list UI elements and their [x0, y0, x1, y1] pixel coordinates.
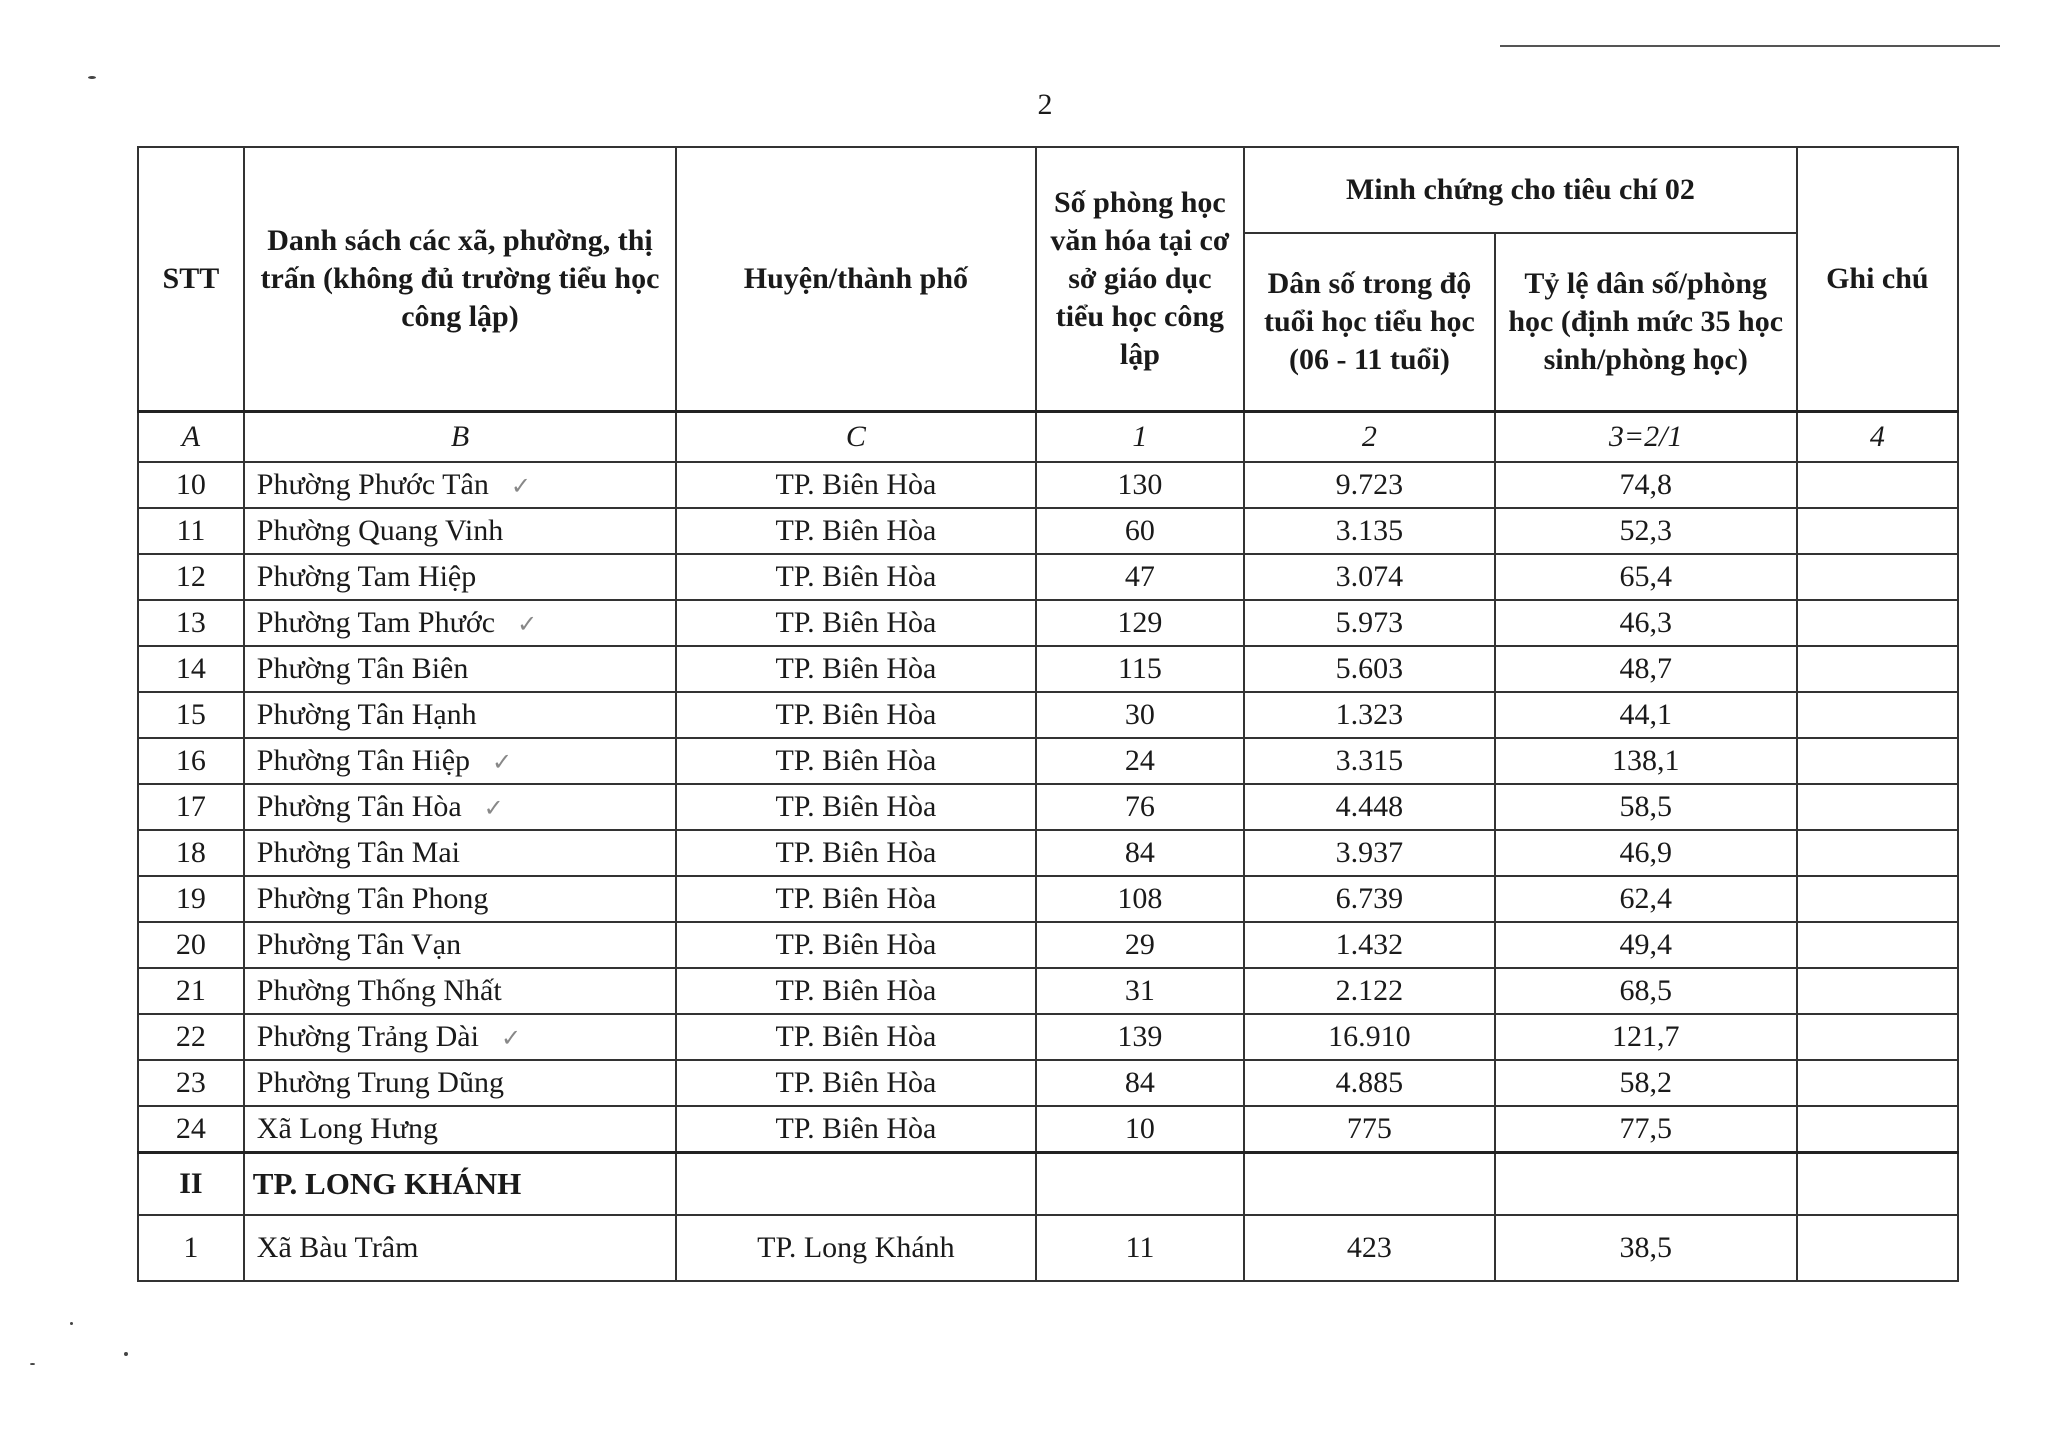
ward-name: Phường Tam Hiệp — [256, 560, 477, 593]
cell-stt: 16 — [138, 738, 244, 784]
cell-ratio: 52,3 — [1495, 508, 1797, 554]
ward-name: Phường Tân Hòa — [256, 789, 462, 823]
scan-speck — [124, 1352, 128, 1356]
top-rule — [1500, 45, 2000, 47]
table-row — [138, 692, 1958, 738]
index-row — [138, 412, 1958, 463]
cell-ratio: 46,3 — [1495, 600, 1797, 646]
index-cell: C — [676, 412, 1035, 463]
header-note: Ghi chú — [1797, 147, 1958, 412]
header-criterion-group: Minh chứng cho tiêu chí 02 — [1244, 147, 1797, 233]
cell-rooms: 11 — [1036, 1215, 1244, 1281]
cell-ratio: 68,5 — [1495, 968, 1797, 1014]
cell-note — [1797, 830, 1958, 876]
cell-note — [1797, 692, 1958, 738]
cell-ratio: 48,7 — [1495, 646, 1797, 692]
cell-ratio: 121,7 — [1495, 1014, 1797, 1060]
cell-district: TP. Biên Hòa — [676, 968, 1035, 1014]
cell-rooms: 76 — [1036, 784, 1244, 830]
cell-rooms: 115 — [1036, 646, 1244, 692]
cell-rooms: 84 — [1036, 1060, 1244, 1106]
cell-district: TP. Biên Hòa — [676, 462, 1035, 508]
table-row — [138, 1215, 1958, 1281]
cell-ratio: 46,9 — [1495, 830, 1797, 876]
table-header — [138, 147, 1958, 412]
ward-name: Phường Tân Hiệp — [256, 743, 471, 777]
cell-note — [1797, 1106, 1958, 1153]
cell-district: TP. Biên Hòa — [676, 692, 1035, 738]
cell-note — [1797, 784, 1958, 830]
scan-speck — [70, 1322, 73, 1325]
ward-name: Phường Tân Phong — [256, 882, 489, 915]
table-row — [138, 830, 1958, 876]
table-row — [138, 876, 1958, 922]
cell-note — [1797, 738, 1958, 784]
cell-note — [1797, 646, 1958, 692]
ward-name: Phường Tam Phước — [256, 605, 496, 639]
cell-population: 3.315 — [1244, 738, 1495, 784]
cell-note — [1797, 1215, 1958, 1281]
cell-note — [1797, 508, 1958, 554]
header-rooms: Số phòng học văn hóa tại cơ sở giáo dục tiểu học công lập — [1036, 147, 1244, 412]
checkmark-icon: ✓ — [510, 471, 531, 500]
ward-name: Phường Trung Dũng — [256, 1066, 504, 1099]
cell-name — [244, 922, 676, 968]
cell-ratio: 38,5 — [1495, 1215, 1797, 1281]
ward-name: Phường Tân Hạnh — [256, 698, 477, 731]
checkmark-icon: ✓ — [517, 609, 538, 638]
cell-stt: 17 — [138, 784, 244, 830]
table-row — [138, 462, 1958, 508]
group-label: TP. LONG KHÁNH — [244, 1153, 676, 1216]
cell-name — [244, 1060, 676, 1106]
cell-name — [244, 508, 676, 554]
cell-note — [1797, 876, 1958, 922]
header-population: Dân số trong độ tuổi học tiểu học (06 - 11 tuổi) — [1244, 233, 1495, 412]
checkmark-icon: ✓ — [492, 747, 513, 776]
ward-name: Phường Tân Mai — [256, 836, 461, 869]
table-row — [138, 922, 1958, 968]
cell-rooms: 31 — [1036, 968, 1244, 1014]
cell-stt: 19 — [138, 876, 244, 922]
cell-population: 1.432 — [1244, 922, 1495, 968]
group-empty-cell — [1495, 1153, 1797, 1216]
index-cell: 2 — [1244, 412, 1495, 463]
cell-name — [244, 646, 676, 692]
cell-district: TP. Biên Hòa — [676, 1060, 1035, 1106]
cell-population: 6.739 — [1244, 876, 1495, 922]
cell-population: 5.973 — [1244, 600, 1495, 646]
cell-stt: 18 — [138, 830, 244, 876]
cell-note — [1797, 600, 1958, 646]
cell-district: TP. Long Khánh — [676, 1215, 1035, 1281]
cell-district: TP. Biên Hòa — [676, 830, 1035, 876]
cell-population: 4.885 — [1244, 1060, 1495, 1106]
cell-population: 2.122 — [1244, 968, 1495, 1014]
cell-note — [1797, 922, 1958, 968]
ward-name: Phường Thống Nhất — [256, 974, 502, 1007]
ward-name: Xã Long Hưng — [256, 1112, 439, 1145]
cell-name — [244, 692, 676, 738]
cell-rooms: 60 — [1036, 508, 1244, 554]
table-row — [138, 784, 1958, 830]
group-empty-cell — [1244, 1153, 1495, 1216]
cell-ratio: 65,4 — [1495, 554, 1797, 600]
cell-rooms: 47 — [1036, 554, 1244, 600]
cell-ratio: 44,1 — [1495, 692, 1797, 738]
cell-ratio: 138,1 — [1495, 738, 1797, 784]
scan-speck — [88, 76, 96, 79]
cell-ratio: 77,5 — [1495, 1106, 1797, 1153]
cell-note — [1797, 968, 1958, 1014]
cell-population: 775 — [1244, 1106, 1495, 1153]
cell-rooms: 129 — [1036, 600, 1244, 646]
cell-name — [244, 600, 676, 646]
cell-stt: 11 — [138, 508, 244, 554]
header-stt: STT — [138, 147, 244, 412]
cell-stt: 24 — [138, 1106, 244, 1153]
ward-name: Phường Quang Vinh — [256, 514, 504, 547]
cell-population: 4.448 — [1244, 784, 1495, 830]
cell-name — [244, 784, 676, 830]
cell-rooms: 30 — [1036, 692, 1244, 738]
scan-speck — [30, 1363, 35, 1365]
group-row — [138, 1153, 1958, 1216]
cell-ratio: 49,4 — [1495, 922, 1797, 968]
cell-name — [244, 876, 676, 922]
cell-population: 1.323 — [1244, 692, 1495, 738]
cell-population: 16.910 — [1244, 1014, 1495, 1060]
cell-rooms: 139 — [1036, 1014, 1244, 1060]
cell-rooms: 24 — [1036, 738, 1244, 784]
index-cell: B — [244, 412, 676, 463]
group-empty-cell — [676, 1153, 1035, 1216]
table-body — [138, 412, 1958, 1282]
cell-stt: 14 — [138, 646, 244, 692]
cell-note — [1797, 462, 1958, 508]
cell-population: 3.135 — [1244, 508, 1495, 554]
ward-name: Phường Tân Vạn — [256, 928, 462, 961]
table-row — [138, 738, 1958, 784]
cell-rooms: 84 — [1036, 830, 1244, 876]
cell-stt: 10 — [138, 462, 244, 508]
ward-name: Phường Phước Tân — [256, 467, 489, 501]
cell-stt: 20 — [138, 922, 244, 968]
cell-stt: 21 — [138, 968, 244, 1014]
cell-note — [1797, 1014, 1958, 1060]
cell-district: TP. Biên Hòa — [676, 738, 1035, 784]
cell-name — [244, 462, 676, 508]
cell-district: TP. Biên Hòa — [676, 646, 1035, 692]
cell-stt: 23 — [138, 1060, 244, 1106]
cell-name — [244, 1014, 676, 1060]
cell-name — [244, 738, 676, 784]
cell-stt: 12 — [138, 554, 244, 600]
cell-population: 9.723 — [1244, 462, 1495, 508]
cell-population: 3.074 — [1244, 554, 1495, 600]
ward-name: Phường Trảng Dài — [256, 1019, 479, 1053]
table-row — [138, 1106, 1958, 1153]
table-row — [138, 508, 1958, 554]
cell-district: TP. Biên Hòa — [676, 922, 1035, 968]
criteria-table — [137, 146, 1959, 1282]
header-district: Huyện/thành phố — [676, 147, 1035, 412]
checkmark-icon: ✓ — [500, 1023, 522, 1052]
cell-stt: 15 — [138, 692, 244, 738]
cell-ratio: 58,2 — [1495, 1060, 1797, 1106]
index-cell: 3=2/1 — [1495, 412, 1797, 463]
cell-district: TP. Biên Hòa — [676, 876, 1035, 922]
cell-ratio: 74,8 — [1495, 462, 1797, 508]
cell-district: TP. Biên Hòa — [676, 554, 1035, 600]
header-name: Danh sách các xã, phường, thị trấn (không đủ trường tiểu học công lập) — [244, 147, 676, 412]
table-row — [138, 1014, 1958, 1060]
header-ratio: Tỷ lệ dân số/phòng học (định mức 35 học sinh/phòng học) — [1495, 233, 1797, 412]
cell-name — [244, 830, 676, 876]
cell-district: TP. Biên Hòa — [676, 784, 1035, 830]
cell-population: 423 — [1244, 1215, 1495, 1281]
cell-name: Xã Bàu Trâm — [244, 1215, 676, 1281]
cell-district: TP. Biên Hòa — [676, 600, 1035, 646]
page-number: 2 — [1037, 88, 1053, 121]
cell-note — [1797, 1060, 1958, 1106]
cell-rooms: 108 — [1036, 876, 1244, 922]
index-cell: 1 — [1036, 412, 1244, 463]
cell-district: TP. Biên Hòa — [676, 508, 1035, 554]
cell-stt: 13 — [138, 600, 244, 646]
cell-name — [244, 968, 676, 1014]
cell-name — [244, 1106, 676, 1153]
index-cell: A — [138, 412, 244, 463]
cell-stt: 22 — [138, 1014, 244, 1060]
cell-ratio: 62,4 — [1495, 876, 1797, 922]
cell-ratio: 58,5 — [1495, 784, 1797, 830]
group-stt: II — [138, 1153, 244, 1216]
cell-stt: 1 — [138, 1215, 244, 1281]
cell-rooms: 130 — [1036, 462, 1244, 508]
cell-district: TP. Biên Hòa — [676, 1106, 1035, 1153]
cell-rooms: 29 — [1036, 922, 1244, 968]
group-empty-cell — [1036, 1153, 1244, 1216]
cell-note — [1797, 554, 1958, 600]
ward-name: Phường Tân Biên — [256, 652, 469, 685]
table-row — [138, 554, 1958, 600]
table-row — [138, 1060, 1958, 1106]
cell-rooms: 10 — [1036, 1106, 1244, 1153]
group-empty-cell — [1797, 1153, 1958, 1216]
table-row — [138, 646, 1958, 692]
index-cell: 4 — [1797, 412, 1958, 463]
cell-population: 3.937 — [1244, 830, 1495, 876]
table-row — [138, 968, 1958, 1014]
cell-name — [244, 554, 676, 600]
checkmark-icon: ✓ — [483, 793, 504, 822]
table-row — [138, 600, 1958, 646]
cell-population: 5.603 — [1244, 646, 1495, 692]
cell-district: TP. Biên Hòa — [676, 1014, 1035, 1060]
